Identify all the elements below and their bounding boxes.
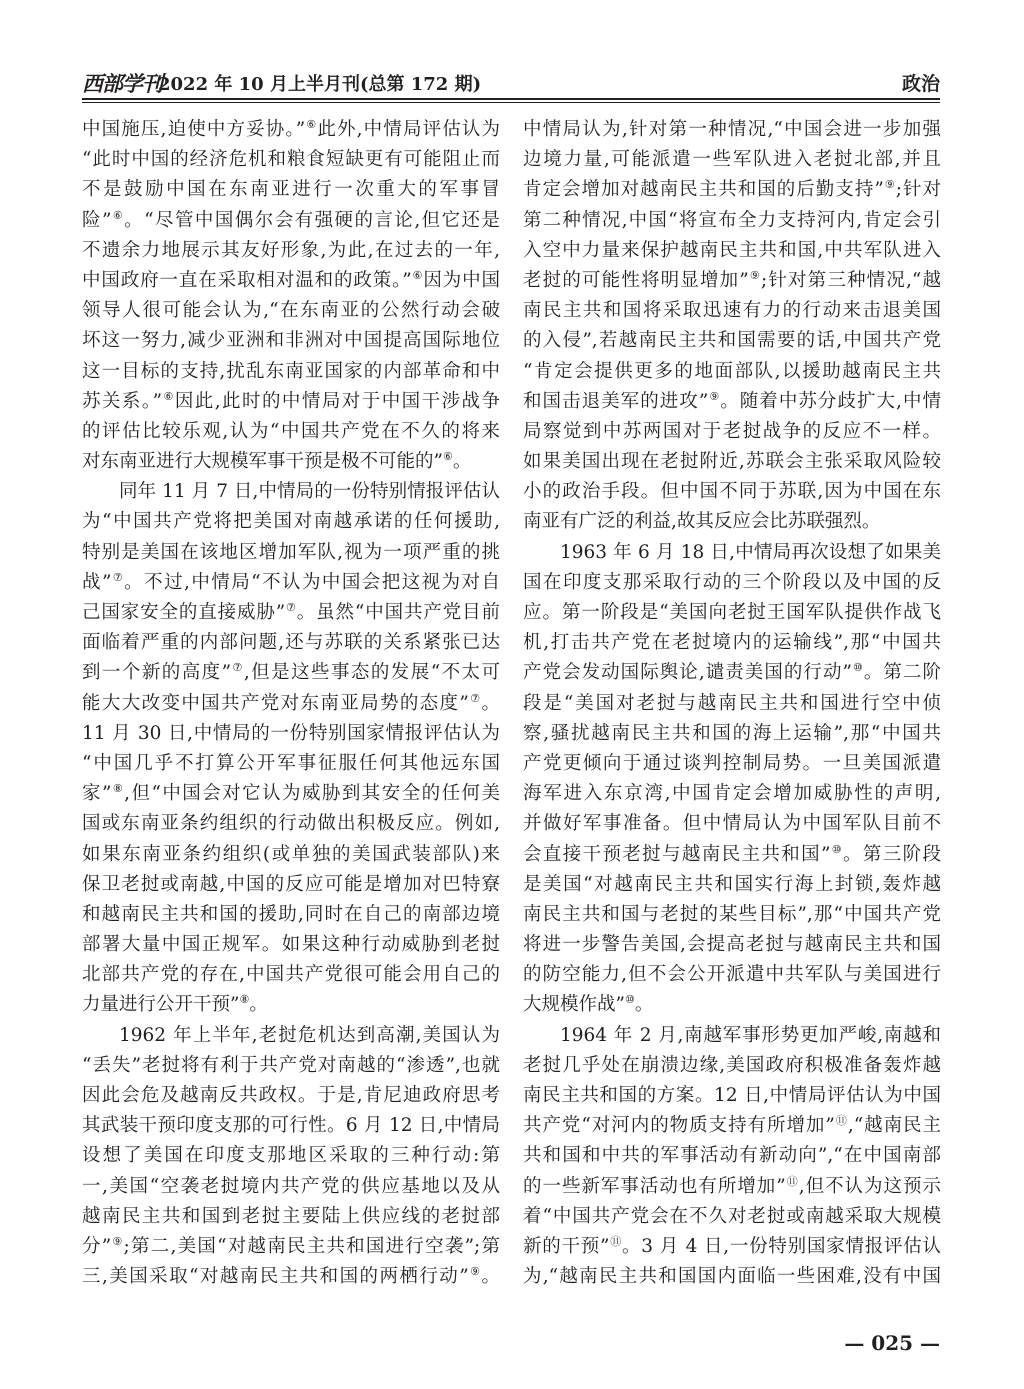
- text-line: 和国击退美军的进攻”⑨。随着中苏分歧扩大,中情: [523, 389, 941, 412]
- text-line: 中情局认为,针对第一种情况,“中国会进一步加强: [523, 119, 941, 140]
- text-line: 的一些新军事活动也有所增加”⑪,但不认为这预示: [523, 1174, 941, 1197]
- text-line: 共和国和中共的军事活动有新动向”,“在中国南部: [523, 1145, 941, 1167]
- text-line: 特别是美国在该地区增加军队,视为一项严重的挑: [82, 541, 500, 563]
- paragraph: [523, 1021, 941, 1293]
- footnote-marker: ⑨: [468, 1265, 482, 1279]
- text-line: 力量进行公开干预”⑧。: [82, 993, 268, 1016]
- text-line: “肯定会提供更多的地面部队,以援助越南民主共: [523, 360, 941, 382]
- text-line: 局察觉到中苏两国对于老挝战争的反应不一样。: [523, 420, 941, 442]
- footnote-marker: ⑥: [111, 208, 125, 222]
- header-rule: [82, 98, 940, 103]
- footnote-marker: ⑧: [111, 782, 125, 796]
- text-line: 设想了美国在印度支那地区采取的三种行动:第: [82, 1145, 500, 1167]
- text-line: 共产党“对河内的物质支持有所增加”⑪,“越南民主: [523, 1114, 941, 1137]
- text-line: 中国政府一直在采取相对温和的政策。”⑥因为中国: [82, 268, 500, 291]
- text-line: 11 月 30 日,中情局的一份特别国家情报评估认为: [82, 722, 500, 744]
- running-header: [82, 68, 940, 98]
- footnote-marker: ⑥: [305, 118, 318, 131]
- text-line: 大规模作战”⑩。: [523, 993, 654, 1016]
- text-line: 是美国“对越南民主共和国实行海上封锁,轰炸越: [523, 873, 941, 895]
- paragraph: [523, 115, 941, 538]
- text-line: 肯定会增加对越南民主共和国的后勤支持”⑨;针对: [523, 178, 941, 201]
- text-line: 1964 年 2 月,南越军事形势更加严峻,南越和: [560, 1024, 941, 1046]
- text-line: 分”⑨;第二,美国“对越南民主共和国进行空袭”;第: [82, 1234, 500, 1257]
- footnote-marker: ⑥: [162, 389, 175, 403]
- footnote-marker: ⑨: [883, 178, 896, 192]
- text-line: 产党更倾向于通过谈判控制局势。一旦美国派遣: [523, 752, 941, 774]
- text-line: 面临着严重的内部问题,还与苏联的关系紧张已达: [82, 632, 500, 654]
- text-line: 老挝几乎处在崩溃边缘,美国政府积极准备轰炸越: [523, 1054, 941, 1076]
- text-line: 保卫老挝或南越,中国的反应可能是增加对巴特寮: [82, 873, 500, 895]
- section-title: 政治: [901, 73, 940, 95]
- text-line: 产党会发动国际舆论,谴责美国的行动”⑩。第二阶: [523, 661, 941, 684]
- text-line: 新的干预”⑪。3 月 4 日,一份特别国家情报评估认: [523, 1234, 941, 1257]
- text-line: 苏关系。”⑥因此,此时的中情局对于中国干涉战争: [82, 389, 500, 412]
- footnote-marker: ⑥: [442, 450, 453, 464]
- footnote-marker: ⑥: [411, 268, 424, 282]
- text-line: 应。第一阶段是“美国向老挝王国军队提供作战飞: [523, 602, 941, 623]
- text-line: 南民主共和国与老挝的某些目标”,那“中国共产党: [523, 903, 941, 925]
- text-line: 和越南民主共和国的援助,同时在自己的南部边境: [82, 903, 500, 925]
- text-line: 南民主共和国将采取迅速有力的行动来击退美国: [523, 300, 941, 322]
- paragraph: [523, 538, 941, 1021]
- text-line: 北部共产党的存在,中国共产党很可能会用自己的: [82, 964, 500, 986]
- page-number: — 025 —: [844, 1331, 940, 1355]
- text-line: 国在印度支那采取行动的三个阶段以及中国的反: [523, 571, 941, 593]
- right-column: [523, 115, 941, 1292]
- text-line: 会直接干预老挝与越南民主共和国”⑩。第三阶段: [523, 842, 941, 865]
- text-line: 的防空能力,但不会公开派遣中共军队与美国进行: [523, 964, 941, 986]
- footnote-marker: ⑩: [624, 993, 635, 1007]
- footnote-marker: ⑩: [851, 661, 864, 675]
- text-line: 南民主共和国的方案。12 日,中情局评估认为中国: [523, 1085, 941, 1106]
- text-line: “丢失”老挝将有利于共产党对南越的“渗透”,也就: [82, 1054, 500, 1076]
- text-line: 如果美国出现在老挝附近,苏联会主张采取风险较: [523, 451, 941, 473]
- text-line: 1962 年上半年,老挝危机达到高潮,美国认为: [119, 1024, 500, 1046]
- text-line: 因此会危及越南反共政权。于是,肯尼迪政府思考: [82, 1085, 500, 1106]
- text-line: “中国几乎不打算公开军事征服任何其他远东国: [82, 752, 500, 774]
- footnote-marker: ⑦: [285, 601, 297, 614]
- text-line: 领导人很可能会认为,“在东南亚的公然行动会破: [82, 300, 500, 322]
- paragraph: [82, 115, 500, 477]
- text-line: 的评估比较乐观,认为“中国共产党在不久的将来: [82, 420, 500, 442]
- text-line: 同年 11 月 7 日,中情局的一份特别情报评估认: [119, 481, 500, 503]
- text-line: 段是“美国对老挝与越南民主共和国进行空中侦: [523, 692, 941, 714]
- footnote-marker: ⑦: [231, 661, 244, 675]
- text-line: 到一个新的高度”⑦,但是这些事态的发展“不太可: [82, 661, 500, 684]
- text-line: 为“中国共产党将把美国对南越承诺的任何援助,: [82, 511, 500, 533]
- footnote-marker: ⑦: [111, 570, 125, 584]
- text-line: 坏这一努力,减少亚洲和非洲对中国提高国际地位: [82, 330, 500, 352]
- text-line: 国或东南亚条约组织的行动做出积极反应。例如,: [82, 813, 500, 835]
- text-line: 海军进入东京湾,中国肯定会增加威胁性的声明,: [523, 783, 941, 805]
- text-line: 南亚有广泛的利益,故其反应会比苏联强烈。: [523, 511, 881, 533]
- text-line: 的入侵”,若越南民主共和国需要的话,中国共产党: [523, 330, 941, 352]
- text-line: 不遗余力地展示其友好形象,为此,在过去的一年,: [82, 239, 500, 261]
- footnote-marker: ⑦: [468, 691, 482, 705]
- text-line: 三,美国采取“对越南民主共和国的两栖行动”⑨。: [82, 1265, 500, 1288]
- text-line: 家”⑧,但“中国会对它认为威胁到其安全的任何美: [82, 782, 500, 805]
- footnote-marker: ⑨: [748, 268, 761, 282]
- footnote-marker: ⑨: [111, 1234, 124, 1248]
- text-line: 不是鼓励中国在东南亚进行一次重大的军事冒: [82, 179, 500, 201]
- footnote-marker: ⑪: [785, 1174, 799, 1188]
- footnote-marker: ⑧: [239, 993, 250, 1007]
- text-line: 着“中国共产党会在不久对老挝或南越采取大规模: [523, 1205, 941, 1227]
- text-line: 如果东南亚条约组织(或单独的美国武装部队)来: [82, 843, 500, 865]
- text-line: 对东南亚进行大规模军事干预是极不可能的”⑥。: [82, 450, 472, 473]
- issue-info: 2022 年 10 月上半月刊(总第 172 期): [158, 74, 482, 95]
- text-line: 边境力量,可能派遣一些军队进入老挝北部,并且: [523, 149, 941, 171]
- text-line: 其武装干预印度支那的可行性。6 月 12 日,中情局: [82, 1115, 500, 1137]
- text-line: 并做好军事准备。但中情局认为中国军队目前不: [523, 813, 941, 835]
- text-line: 小的政治手段。但中国不同于苏联,因为中国在东: [523, 481, 941, 503]
- text-line: 能大大改变中国共产党对东南亚局势的态度”⑦。: [82, 691, 500, 714]
- footnote-marker: ⑪: [609, 1234, 623, 1248]
- text-line: 险”⑥。“尽管中国偶尔会有强硬的言论,但它还是: [82, 208, 500, 231]
- left-column: [82, 115, 500, 1292]
- footnote-marker: ⑩: [830, 842, 844, 856]
- text-line: 中国施压,迫使中方妥协。”⑥此外,中情局评估认为: [82, 118, 500, 140]
- text-line: 为,“越南民主共和国国内面临一些困难,没有中国: [523, 1266, 941, 1288]
- text-line: 机,打击共产党在老挝境内的运输线”,那“中国共: [523, 632, 941, 654]
- footnote-marker: ⑨: [708, 389, 721, 403]
- paragraph: [82, 477, 500, 1020]
- text-line: “此时中国的经济危机和粮食短缺更有可能阻止而: [82, 149, 500, 171]
- footnote-marker: ⑪: [834, 1114, 848, 1128]
- text-line: 越南民主共和国到老挝主要陆上供应线的老挝部: [82, 1205, 500, 1227]
- text-line: 入空中力量来保护越南民主共和国,中共军队进入: [523, 239, 941, 261]
- paragraph: [82, 1021, 500, 1293]
- text-line: 第二种情况,中国“将宣布全力支持河内,肯定会引: [523, 209, 941, 231]
- journal-logo: 西部学刊: [82, 71, 162, 96]
- text-line: 察,骚扰越南民主共和国的海上运输”,那“中国共: [523, 722, 941, 744]
- text-line: 己国家安全的直接威胁”⑦。虽然“中国共产党目前: [82, 601, 500, 623]
- text-line: 将进一步警告美国,会提高老挝与越南民主共和国: [523, 934, 941, 956]
- text-line: 1963 年 6 月 18 日,中情局再次设想了如果美: [560, 541, 941, 563]
- text-line: 一,美国“空袭老挝境内共产党的供应基地以及从: [82, 1175, 500, 1197]
- text-line: 老挝的可能性将明显增加”⑨;针对第三种情况,“越: [523, 268, 941, 291]
- text-line: 这一目标的支持,扰乱东南亚国家的内部革命和中: [82, 360, 500, 382]
- text-line: 战”⑦。不过,中情局“不认为中国会把这视为对自: [82, 570, 500, 593]
- text-line: 部署大量中国正规军。如果这种行动威胁到老挝: [82, 934, 500, 956]
